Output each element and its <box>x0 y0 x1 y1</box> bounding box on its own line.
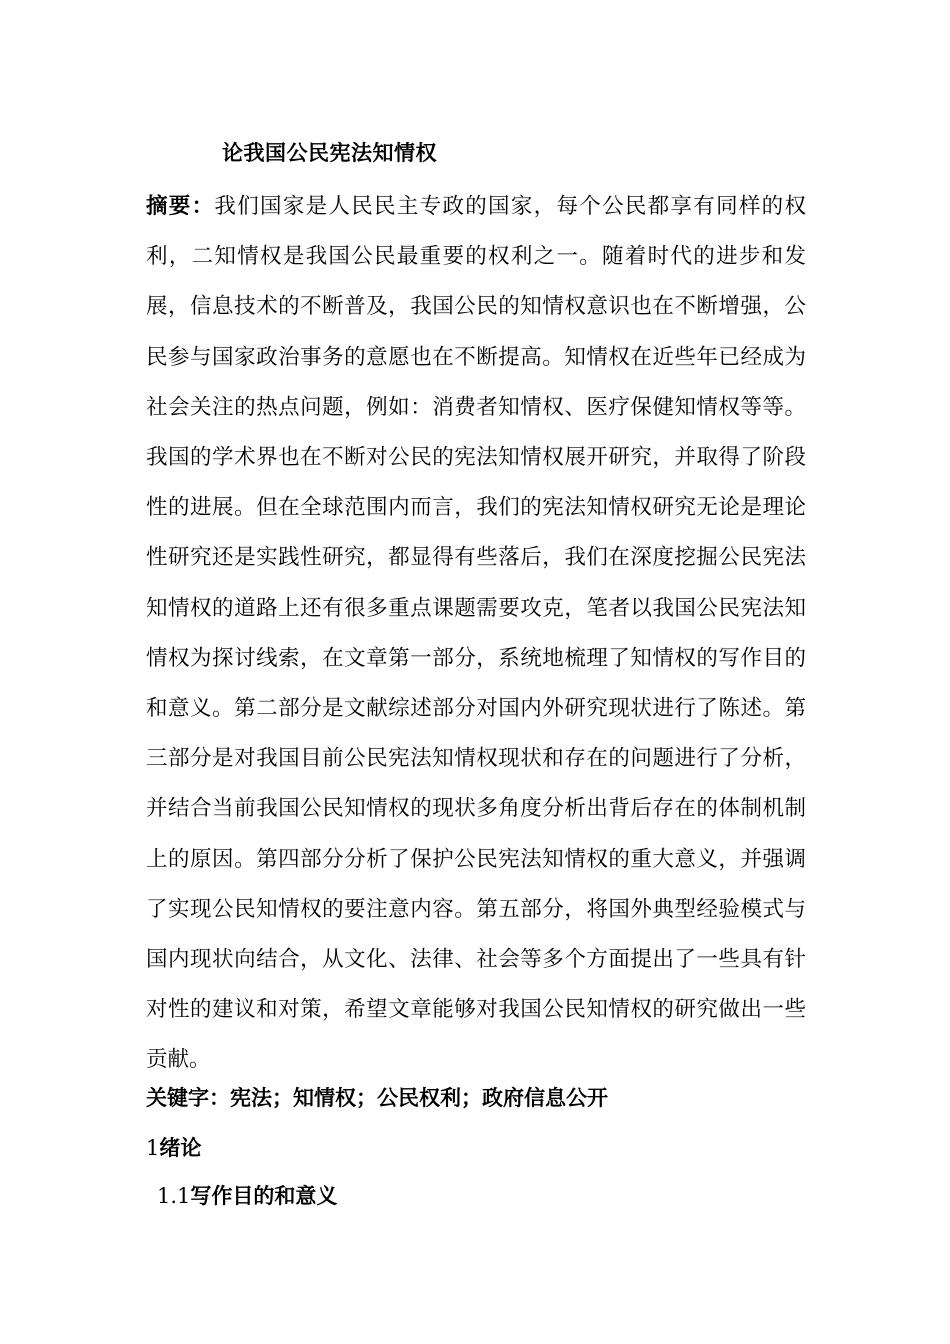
subsection-heading-1-1 <box>157 1176 337 1216</box>
keywords-line: 关键字：宪法；知情权；公民权利；政府信息公开 <box>146 1085 608 1110</box>
abstract-text: 我们国家是人民民主专政的国家，每个公民都享有同样的权利，二知情权是我国公民最重要的权利之一。随着时代的进步和发展，信息技术的不断普及，我国公民的知情权意识也在不断增强，公民参与国家政治事务的意愿也在不断提高。知情权在近些年已经成为社会关注的热点问题，例如：消费者知情权、医疗保健知情权等等。我国的学术界也在不断对公民的宪法知情权展开研究，并取得了阶段性的进展。但在全球范围内而言，我们的宪法知情权研究无论是理论性研究还是实践性研究，都显得有些落后，我们在深度挖掘公民宪法知情权的道路上还有很多重点课题需要攻克，笔者以我国公民宪法知情权为探讨线索，在文章第一部分，系统地梳理了知情权的写作目的和意义。第二部分是文献综述部分对国内外研究现状进行了陈述。第三部分是对我国目前公民宪法知情权现状和存在的问题进行了分析，并结合当前我国公民知情权的现状多角度分析出背后存在的体制机制上的原因。第四部分分析了保护公民宪法知情权的重大意义，并强调了实现公民知情权的要注意内容。第五部分，将国外典型经验模式与国内现状向结合，从文化、法律、社会等多个方面提出了一些具有针对性的建议和对策，希望文章能够对我国公民知情权的研究做出一些贡献。 <box>146 194 806 1073</box>
document-title: 论我国公民宪法知情权 <box>222 140 437 165</box>
section-number: 1 <box>146 1136 160 1160</box>
section-heading-1 <box>146 1128 201 1168</box>
subsection-number: 1.1 <box>157 1184 191 1208</box>
section-title: 绪论 <box>159 1135 202 1160</box>
abstract-label: 摘要： <box>146 194 215 219</box>
abstract-paragraph <box>146 182 806 1086</box>
subsection-title: 写作目的和意义 <box>190 1183 338 1208</box>
